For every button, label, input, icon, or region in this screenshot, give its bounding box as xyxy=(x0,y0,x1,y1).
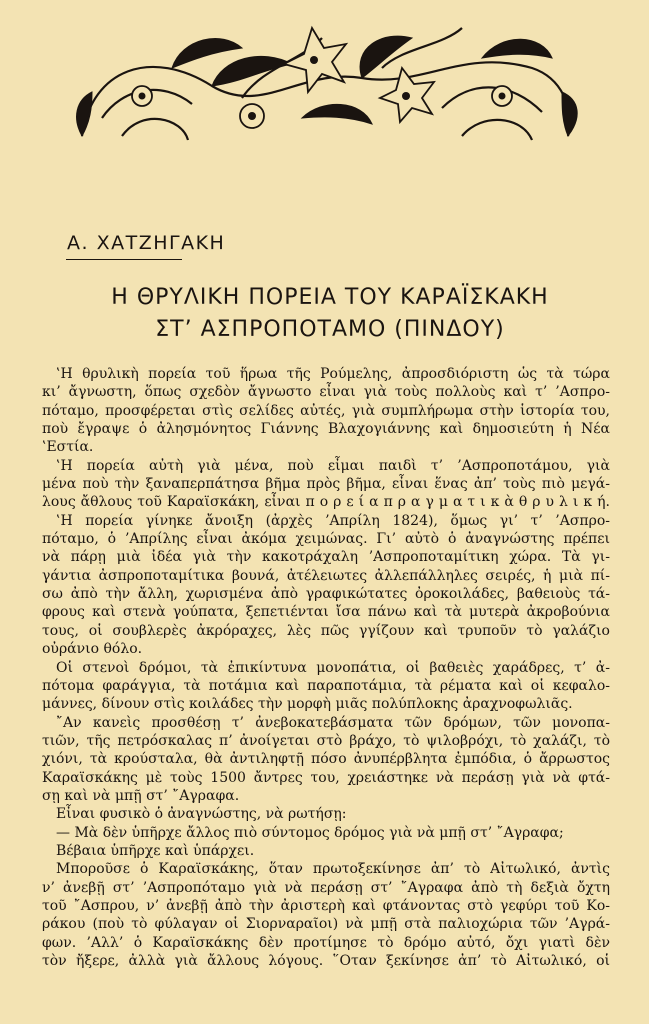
text-line: ‛Η πορεία γίνηκε ἄνοιξη (ἀρχὲς ’Απρίλη 1824), ὅμως γι’ τ’ ’Ασπρο- xyxy=(56,512,610,529)
text-line: λους ἄθλους τοῦ Καραϊσκάκη, εἶναι π ο ρ ε ί α π ρ α γ μ α τ ι κ ὰ θ ρ υ λ ι κ ή. xyxy=(42,494,610,511)
text-line: — Μὰ δὲν ὑπῆρχε ἄλλος πιὸ σύντομος δρόμος γιὰ νὰ μπῇ στ’ ῎Αγραφα; xyxy=(56,824,564,841)
text-line: ν’ ἀνεβῇ στ’ ’Ασπροπόταμο γιὰ νὰ περάσῃ στ’ ῎Αγραφα ἀπὸ τὴ δεξιὰ ὄχτη xyxy=(42,879,610,896)
text-line: μάννες, δίνουν στὶς κοιλάδες τὴν μορφὴ μιᾶς πολύπλοκης ἀραχνοφωλιᾶς. xyxy=(42,696,573,713)
text-line: γάντια ἀσπροποταμίτικα βουνά, ἀτέλειωτες ἀλλεπάλληλες σειρές, ἡ μιὰ πί- xyxy=(42,567,610,584)
text-line: σῃ καὶ νὰ μπῇ στ’ ῎Αγραφα. xyxy=(42,787,240,804)
text-line: τὸν ἤξερε, ἀλλὰ γιὰ ἄλλους λόγους. ῞Οταν ξεκίνησε ἀπ’ τὸ Αἰτωλικό, οἱ xyxy=(42,953,610,969)
text-line: τους, οἱ σουβλερὲς ἀκρόραχες, λὲς πῶς γγίζουν καὶ τρυποῦν τὸ γαλάζιο xyxy=(42,622,610,639)
text-line: πόταμο, προσφέρεται στὶς σελίδες αὐτές, γιὰ συμπλήρωμα στὴν ἱστορία του, xyxy=(42,402,610,419)
text-line: Βέβαια ὑπῆρχε καὶ ὑπάρχει. xyxy=(56,842,255,859)
author-name: Α. ΧΑΤΖΗΓΑΚΗ xyxy=(67,232,226,254)
text-line: οὐράνιο θόλο. xyxy=(42,641,143,658)
text-line: ‛Η θρυλικὴ πορεία τοῦ ἥρωα τῆς Ρούμελης, ἀπροσδιόριστη ὡς τὰ τώρα xyxy=(56,366,610,382)
text-line: τοῦ ῎Ασπρου, ν’ ἀνεβῇ ἀπὸ τὴν ἀριστερὴ καὶ φτάνοντας στὸ γεφύρι τοῦ Κο- xyxy=(42,897,610,914)
article-title-line-2: ΣΤ’ ΑΣΠΡΟΠΟΤΑΜΟ (ΠΙΝΔΟΥ) xyxy=(155,317,505,342)
text-line: τιῶν, τῆς πετρόσκαλας π’ ἀνοίγεται στὸ βράχο, τὸ ψιλοβρόχι, τὸ χαλάζι, τὸ xyxy=(42,732,610,749)
text-line: Εἶναι φυσικὸ ὁ ἀναγνώστης, νὰ ρωτήσῃ: xyxy=(56,806,347,823)
text-line: ‛Η πορεία αὐτὴ γιὰ μένα, ποὺ εἶμαι παιδὶ τ’ ’Ασπροποτάμου, γιὰ xyxy=(56,457,610,474)
floral-ornament-icon xyxy=(62,8,590,156)
text-line: νὰ πάρῃ μιὰ ἰδέα γιὰ τὴν κακοτράχαλη ’Ασπροποταμίτικη χώρα. Τὰ γι- xyxy=(42,549,610,566)
text-line: ‛Εστία. xyxy=(42,439,94,456)
text-line: Οἱ στενοὶ δρόμοι, τὰ ἐπικίντυνα μονοπάτια, οἱ βαθειὲς χαράδρες, τ’ ἀ- xyxy=(56,659,610,676)
text-line: χιόνι, τὰ κρούσταλα, θὰ ἀντιληφτῇ πόσο ἀνυπέρβλητα ἐμπόδια, ὁ ἄρρωστος xyxy=(42,751,610,768)
text-line: ράκου (ποὺ τὸ φύλαγαν οἱ Σιορναραῖοι) νὰ μπῇ στὰ παλιοχώρια τῶν ’Αγρά- xyxy=(42,916,610,933)
article-body xyxy=(42,365,610,970)
text-line: Καραϊσκάκης μὲ τοὺς 1500 ἄντρες του, χρειάστηκε νὰ περάσῃ γιὰ νὰ φτά- xyxy=(42,769,610,786)
text-line: κι’ ἄγνωστη, ὅπως σχεδὸν ἄγνωστο εἶναι γιὰ τοὺς πολλοὺς καὶ τ’ ’Ασπρο- xyxy=(42,384,610,401)
text-line: φων. ’Αλλ’ ὁ Καραϊσκάκης δὲν προτίμησε τὸ δρόμο αὐτό, ὄχι γιατὶ δὲν xyxy=(42,934,610,951)
text-line: ποὺ ἔγραψε ὁ ἀλησμόνητος Γιάννης Βλαχογιάννης καὶ δημοσιεύτη ἡ Νέα xyxy=(42,421,610,438)
author-underline xyxy=(66,259,182,260)
text-line: μένα ποὺ τὴν ξαναπερπάτησα βῆμα πρὸς βῆμα, εἶναι ἕνας ἀπ’ τοὺς πιὸ μεγά- xyxy=(42,476,610,493)
text-line: Μποροῦσε ὁ Καραϊσκάκης, ὅταν πρωτοξεκίνησε ἀπ’ τὸ Αἰτωλικό, ἀντὶς xyxy=(56,861,610,878)
text-line: πόταμο, ὁ ’Απρίλης εἶναι ἀκόμα χειμώνας. Γι’ αὐτὸ ὁ ἀναγνώστης πρέπει xyxy=(42,531,610,548)
article-title-line-1: Η ΘΡΥΛΙΚΗ ΠΟΡΕΙΑ ΤΟΥ ΚΑΡΑΪΣΚΑΚΗ xyxy=(111,285,549,310)
text-line: ῎Αν κανεὶς προσθέσῃ τ’ ἀνεβοκατεβάσματα τῶν δρόμων, τῶν μονοπα- xyxy=(56,714,610,731)
text-line: φρους καὶ στενὰ γούπατα, ξεπετιένται ἴσα πάνω καὶ τὰ μυτερὰ ἀκροβούνια xyxy=(42,604,610,621)
text-line: πότομα φαράγγια, τὰ ποτάμια καὶ παραποτάμια, τὰ ρέματα καὶ οἱ κεφαλο- xyxy=(42,677,610,694)
text-line: σω ἀπὸ τὴν ἄλλη, χωρισμένα ἀπὸ γραφικώτατες ὀροκοιλάδες, βαθειοὺς τά- xyxy=(42,586,610,603)
